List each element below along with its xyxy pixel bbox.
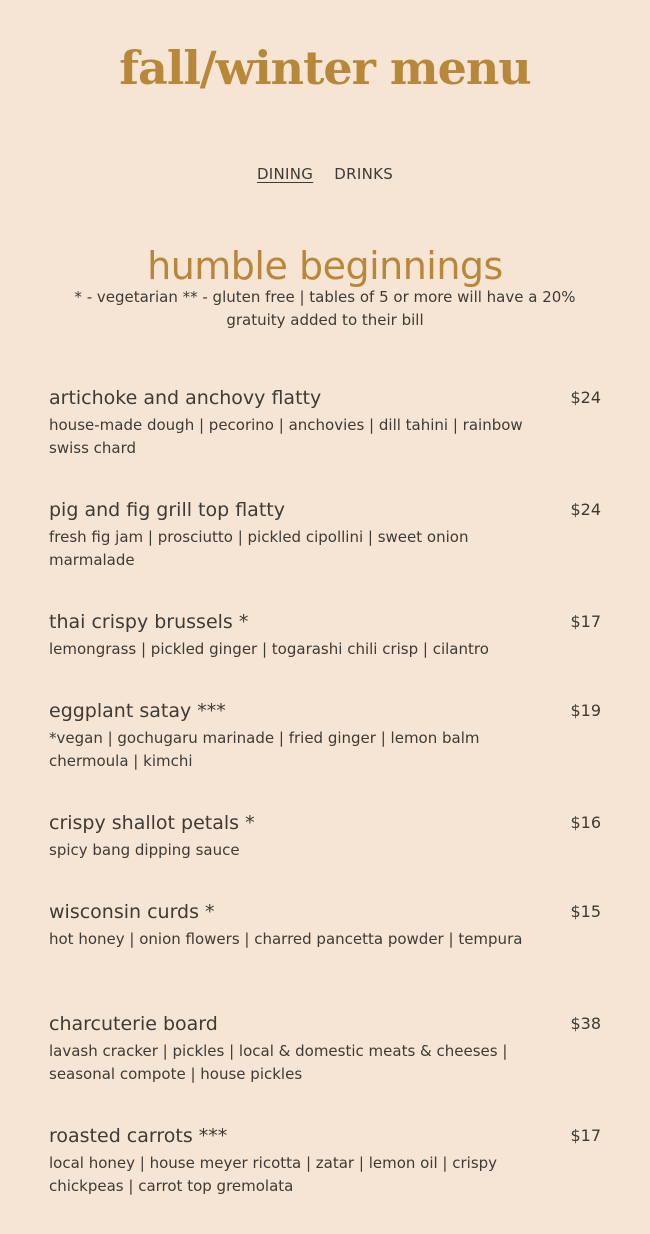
menu-item-description: spicy bang dipping sauce bbox=[49, 841, 240, 859]
menu-item bbox=[49, 1010, 601, 1122]
menu-item bbox=[49, 898, 601, 1010]
menu-item-price: $38 bbox=[570, 1014, 601, 1033]
menu-item-description: fresh fig jam | prosciutto | pickled cipollini | sweet onion marmalade bbox=[49, 528, 469, 569]
menu-item-description: house-made dough | pecorino | anchovies | dill tahini | rainbow swiss chard bbox=[49, 416, 523, 457]
page-title: fall/winter menu bbox=[119, 41, 531, 95]
menu-item bbox=[49, 608, 601, 697]
menu-item bbox=[49, 697, 601, 809]
menu-item-price: $24 bbox=[570, 500, 601, 519]
menu-item-name: artichoke and anchovy flatty bbox=[49, 387, 322, 409]
menu-item bbox=[49, 384, 601, 496]
menu-item-name: pig and fig grill top flatty bbox=[49, 499, 285, 521]
tab-drinks[interactable]: DRINKS bbox=[334, 165, 394, 183]
menu-item-description: lavash cracker | pickles | local & domestic meats & cheeses | seasonal compote | house pickles bbox=[49, 1042, 508, 1083]
menu-item-name: thai crispy brussels * bbox=[49, 611, 249, 633]
menu-item-description: local honey | house meyer ricotta | zatar | lemon oil | crispy chickpeas | carrot top gremolata bbox=[49, 1154, 498, 1195]
section-title: humble beginnings bbox=[147, 244, 503, 288]
tab-dining[interactable]: DINING bbox=[256, 165, 314, 183]
menu-item-description: hot honey | onion flowers | charred pancetta powder | tempura bbox=[49, 930, 523, 948]
menu-item bbox=[49, 1122, 601, 1234]
menu-item-description: *vegan | gochugaru marinade | fried ginger | lemon balm chermoula | kimchi bbox=[49, 729, 480, 770]
section-note: * - vegetarian ** - gluten free | tables of 5 or more will have a 20% gratuity added to their bill bbox=[74, 288, 576, 329]
menu-item-price: $17 bbox=[570, 612, 601, 631]
menu-item-name: eggplant satay *** bbox=[49, 700, 226, 722]
menu-item-name: crispy shallot petals * bbox=[49, 812, 255, 834]
menu-item-name: roasted carrots *** bbox=[49, 1125, 228, 1147]
menu-item bbox=[49, 496, 601, 608]
menu-item-price: $16 bbox=[570, 813, 601, 832]
menu-item-name: wisconsin curds * bbox=[49, 901, 215, 923]
menu-item-description: lemongrass | pickled ginger | togarashi chili crisp | cilantro bbox=[49, 640, 489, 658]
menu-item bbox=[49, 809, 601, 898]
menu-items-list bbox=[49, 384, 601, 1234]
menu-item-price: $24 bbox=[570, 388, 601, 407]
menu-item-price: $17 bbox=[570, 1126, 601, 1145]
menu-item-price: $15 bbox=[570, 902, 601, 921]
menu-item-name: charcuterie board bbox=[49, 1013, 218, 1035]
menu-nav bbox=[0, 163, 650, 185]
menu-item-price: $19 bbox=[570, 701, 601, 720]
